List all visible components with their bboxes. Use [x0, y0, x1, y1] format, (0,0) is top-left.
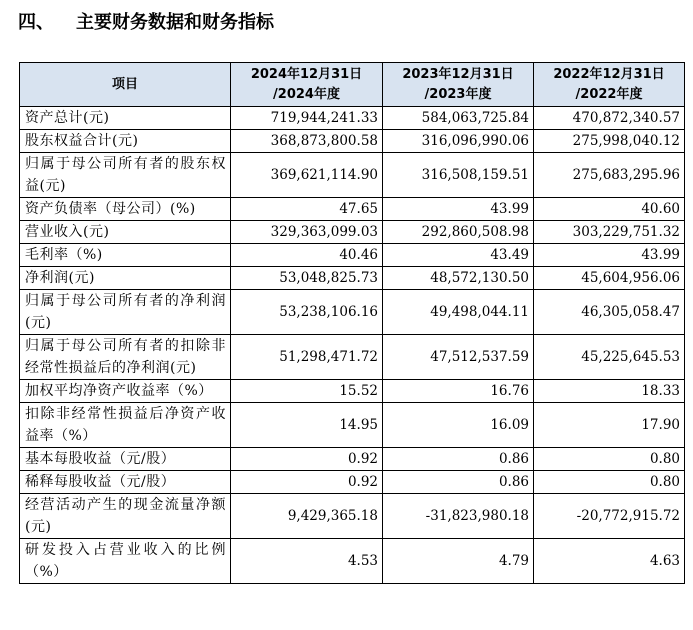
row-label: 毛利率（%) — [20, 244, 231, 267]
value-2022: 4.63 — [534, 539, 685, 584]
row-label: 资产总计(元) — [20, 107, 231, 130]
value-2023: 0.86 — [383, 471, 534, 494]
financial-data-table — [19, 62, 685, 584]
row-label: 归属于母公司所有者的扣除非经常性损益后的净利润(元) — [20, 335, 231, 380]
value-2023: 48,572,130.50 — [383, 267, 534, 290]
value-2023: 584,063,725.84 — [383, 107, 534, 130]
value-2024: 0.92 — [231, 448, 383, 471]
value-2024: 51,298,471.72 — [231, 335, 383, 380]
table-row — [20, 221, 685, 244]
table-row — [20, 244, 685, 267]
value-2024: 719,944,241.33 — [231, 107, 383, 130]
value-2023: 43.99 — [383, 198, 534, 221]
header-item: 项目 — [20, 63, 231, 107]
value-2024: 15.52 — [231, 380, 383, 403]
value-2023: 0.86 — [383, 448, 534, 471]
header-2024: 2024年12月31日 /2024年度 — [231, 63, 383, 107]
value-2024: 368,873,800.58 — [231, 130, 383, 153]
row-label: 经营活动产生的现金流量净额(元) — [20, 494, 231, 539]
table-row — [20, 153, 685, 198]
header-2023: 2023年12月31日 /2023年度 — [383, 63, 534, 107]
row-label: 加权平均净资产收益率（%） — [20, 380, 231, 403]
value-2023: 16.09 — [383, 403, 534, 448]
row-label: 扣除非经常性损益后净资产收益率（%） — [20, 403, 231, 448]
table-row — [20, 290, 685, 335]
value-2023: 43.49 — [383, 244, 534, 267]
value-2022: 470,872,340.57 — [534, 107, 685, 130]
value-2022: 45,225,645.53 — [534, 335, 685, 380]
table-row — [20, 198, 685, 221]
value-2023: 292,860,508.98 — [383, 221, 534, 244]
value-2022: 46,305,058.47 — [534, 290, 685, 335]
table-row — [20, 471, 685, 494]
section-heading — [18, 8, 274, 34]
value-2023: 16.76 — [383, 380, 534, 403]
table-row — [20, 539, 685, 584]
row-label: 营业收入(元) — [20, 221, 231, 244]
value-2022: -20,772,915.72 — [534, 494, 685, 539]
value-2022: 275,683,295.96 — [534, 153, 685, 198]
value-2022: 0.80 — [534, 448, 685, 471]
table-row — [20, 380, 685, 403]
table-row — [20, 130, 685, 153]
value-2024: 0.92 — [231, 471, 383, 494]
row-label: 基本每股收益（元/股） — [20, 448, 231, 471]
row-label: 研发投入占营业收入的比例（%） — [20, 539, 231, 584]
value-2023: 316,096,990.06 — [383, 130, 534, 153]
value-2022: 0.80 — [534, 471, 685, 494]
value-2023: 4.79 — [383, 539, 534, 584]
value-2024: 47.65 — [231, 198, 383, 221]
row-label: 归属于母公司所有者的净利润(元) — [20, 290, 231, 335]
table-row — [20, 267, 685, 290]
table-row — [20, 494, 685, 539]
value-2023: -31,823,980.18 — [383, 494, 534, 539]
value-2022: 275,998,040.12 — [534, 130, 685, 153]
value-2022: 40.60 — [534, 198, 685, 221]
value-2022: 17.90 — [534, 403, 685, 448]
value-2022: 45,604,956.06 — [534, 267, 685, 290]
table-row — [20, 448, 685, 471]
section-number: 四、 — [18, 12, 54, 33]
value-2024: 9,429,365.18 — [231, 494, 383, 539]
table-row — [20, 335, 685, 380]
value-2023: 49,498,044.11 — [383, 290, 534, 335]
row-label: 净利润(元) — [20, 267, 231, 290]
value-2024: 369,621,114.90 — [231, 153, 383, 198]
value-2022: 303,229,751.32 — [534, 221, 685, 244]
table-row — [20, 107, 685, 130]
header-2022: 2022年12月31日 /2022年度 — [534, 63, 685, 107]
row-label: 资产负债率（母公司）(%) — [20, 198, 231, 221]
value-2022: 43.99 — [534, 244, 685, 267]
table-row — [20, 403, 685, 448]
value-2024: 329,363,099.03 — [231, 221, 383, 244]
value-2024: 40.46 — [231, 244, 383, 267]
value-2024: 14.95 — [231, 403, 383, 448]
row-label: 归属于母公司所有者的股东权益(元) — [20, 153, 231, 198]
value-2023: 316,508,159.51 — [383, 153, 534, 198]
row-label: 稀释每股收益（元/股） — [20, 471, 231, 494]
value-2022: 18.33 — [534, 380, 685, 403]
value-2023: 47,512,537.59 — [383, 335, 534, 380]
section-title: 主要财务数据和财务指标 — [76, 12, 274, 33]
value-2024: 4.53 — [231, 539, 383, 584]
value-2024: 53,238,106.16 — [231, 290, 383, 335]
value-2024: 53,048,825.73 — [231, 267, 383, 290]
table-header-row — [20, 63, 685, 107]
row-label: 股东权益合计(元) — [20, 130, 231, 153]
